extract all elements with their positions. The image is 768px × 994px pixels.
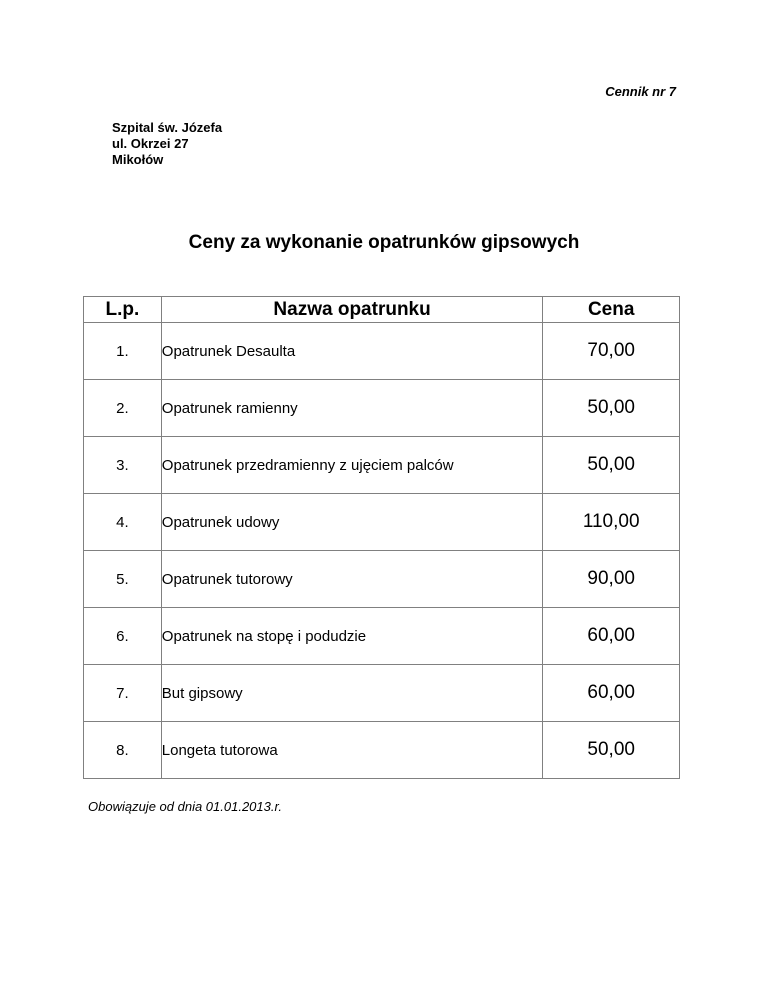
table-row [84,437,680,494]
table-row [84,323,680,380]
table-row [84,665,680,722]
dressing-price: 50,00 [543,722,680,779]
column-header-price: Cena [543,297,680,323]
hospital-name: Szpital św. Józefa [112,120,223,135]
dressing-price: 90,00 [543,551,680,608]
row-number: 2. [84,380,162,437]
row-number: 6. [84,608,162,665]
dressing-price: 70,00 [543,323,680,380]
row-number: 4. [84,494,162,551]
street-address: ul. Okrzei 27 [112,136,189,151]
table-row [84,551,680,608]
price-list-number: Cennik nr 7 [605,84,676,99]
table-row [84,608,680,665]
hospital-address [112,120,222,168]
dressing-name: Opatrunek tutorowy [161,551,543,608]
table-row [84,380,680,437]
dressing-price: 50,00 [543,437,680,494]
dressing-price: 110,00 [543,494,680,551]
table-row [84,722,680,779]
row-number: 8. [84,722,162,779]
table-row [84,494,680,551]
dressing-name: Opatrunek udowy [161,494,543,551]
page-title: Ceny za wykonanie opatrunków gipsowych [188,232,580,253]
dressing-name: Opatrunek przedramienny z ujęciem palców [161,437,543,494]
dressing-price: 60,00 [543,608,680,665]
city: Mikołów [112,152,164,167]
column-header-lp: L.p. [84,297,162,323]
row-number: 1. [84,323,162,380]
row-number: 5. [84,551,162,608]
table-header-row [84,297,680,323]
row-number: 7. [84,665,162,722]
column-header-name: Nazwa opatrunku [161,297,543,323]
dressing-name: Opatrunek ramienny [161,380,543,437]
dressing-price: 50,00 [543,380,680,437]
validity-note: Obowiązuje od dnia 01.01.2013.r. [88,799,282,814]
dressing-price: 60,00 [543,665,680,722]
dressing-name: Longeta tutorowa [161,722,543,779]
dressing-name: Opatrunek Desaulta [161,323,543,380]
price-table [83,296,680,779]
dressing-name: But gipsowy [161,665,543,722]
row-number: 3. [84,437,162,494]
dressing-name: Opatrunek na stopę i podudzie [161,608,543,665]
